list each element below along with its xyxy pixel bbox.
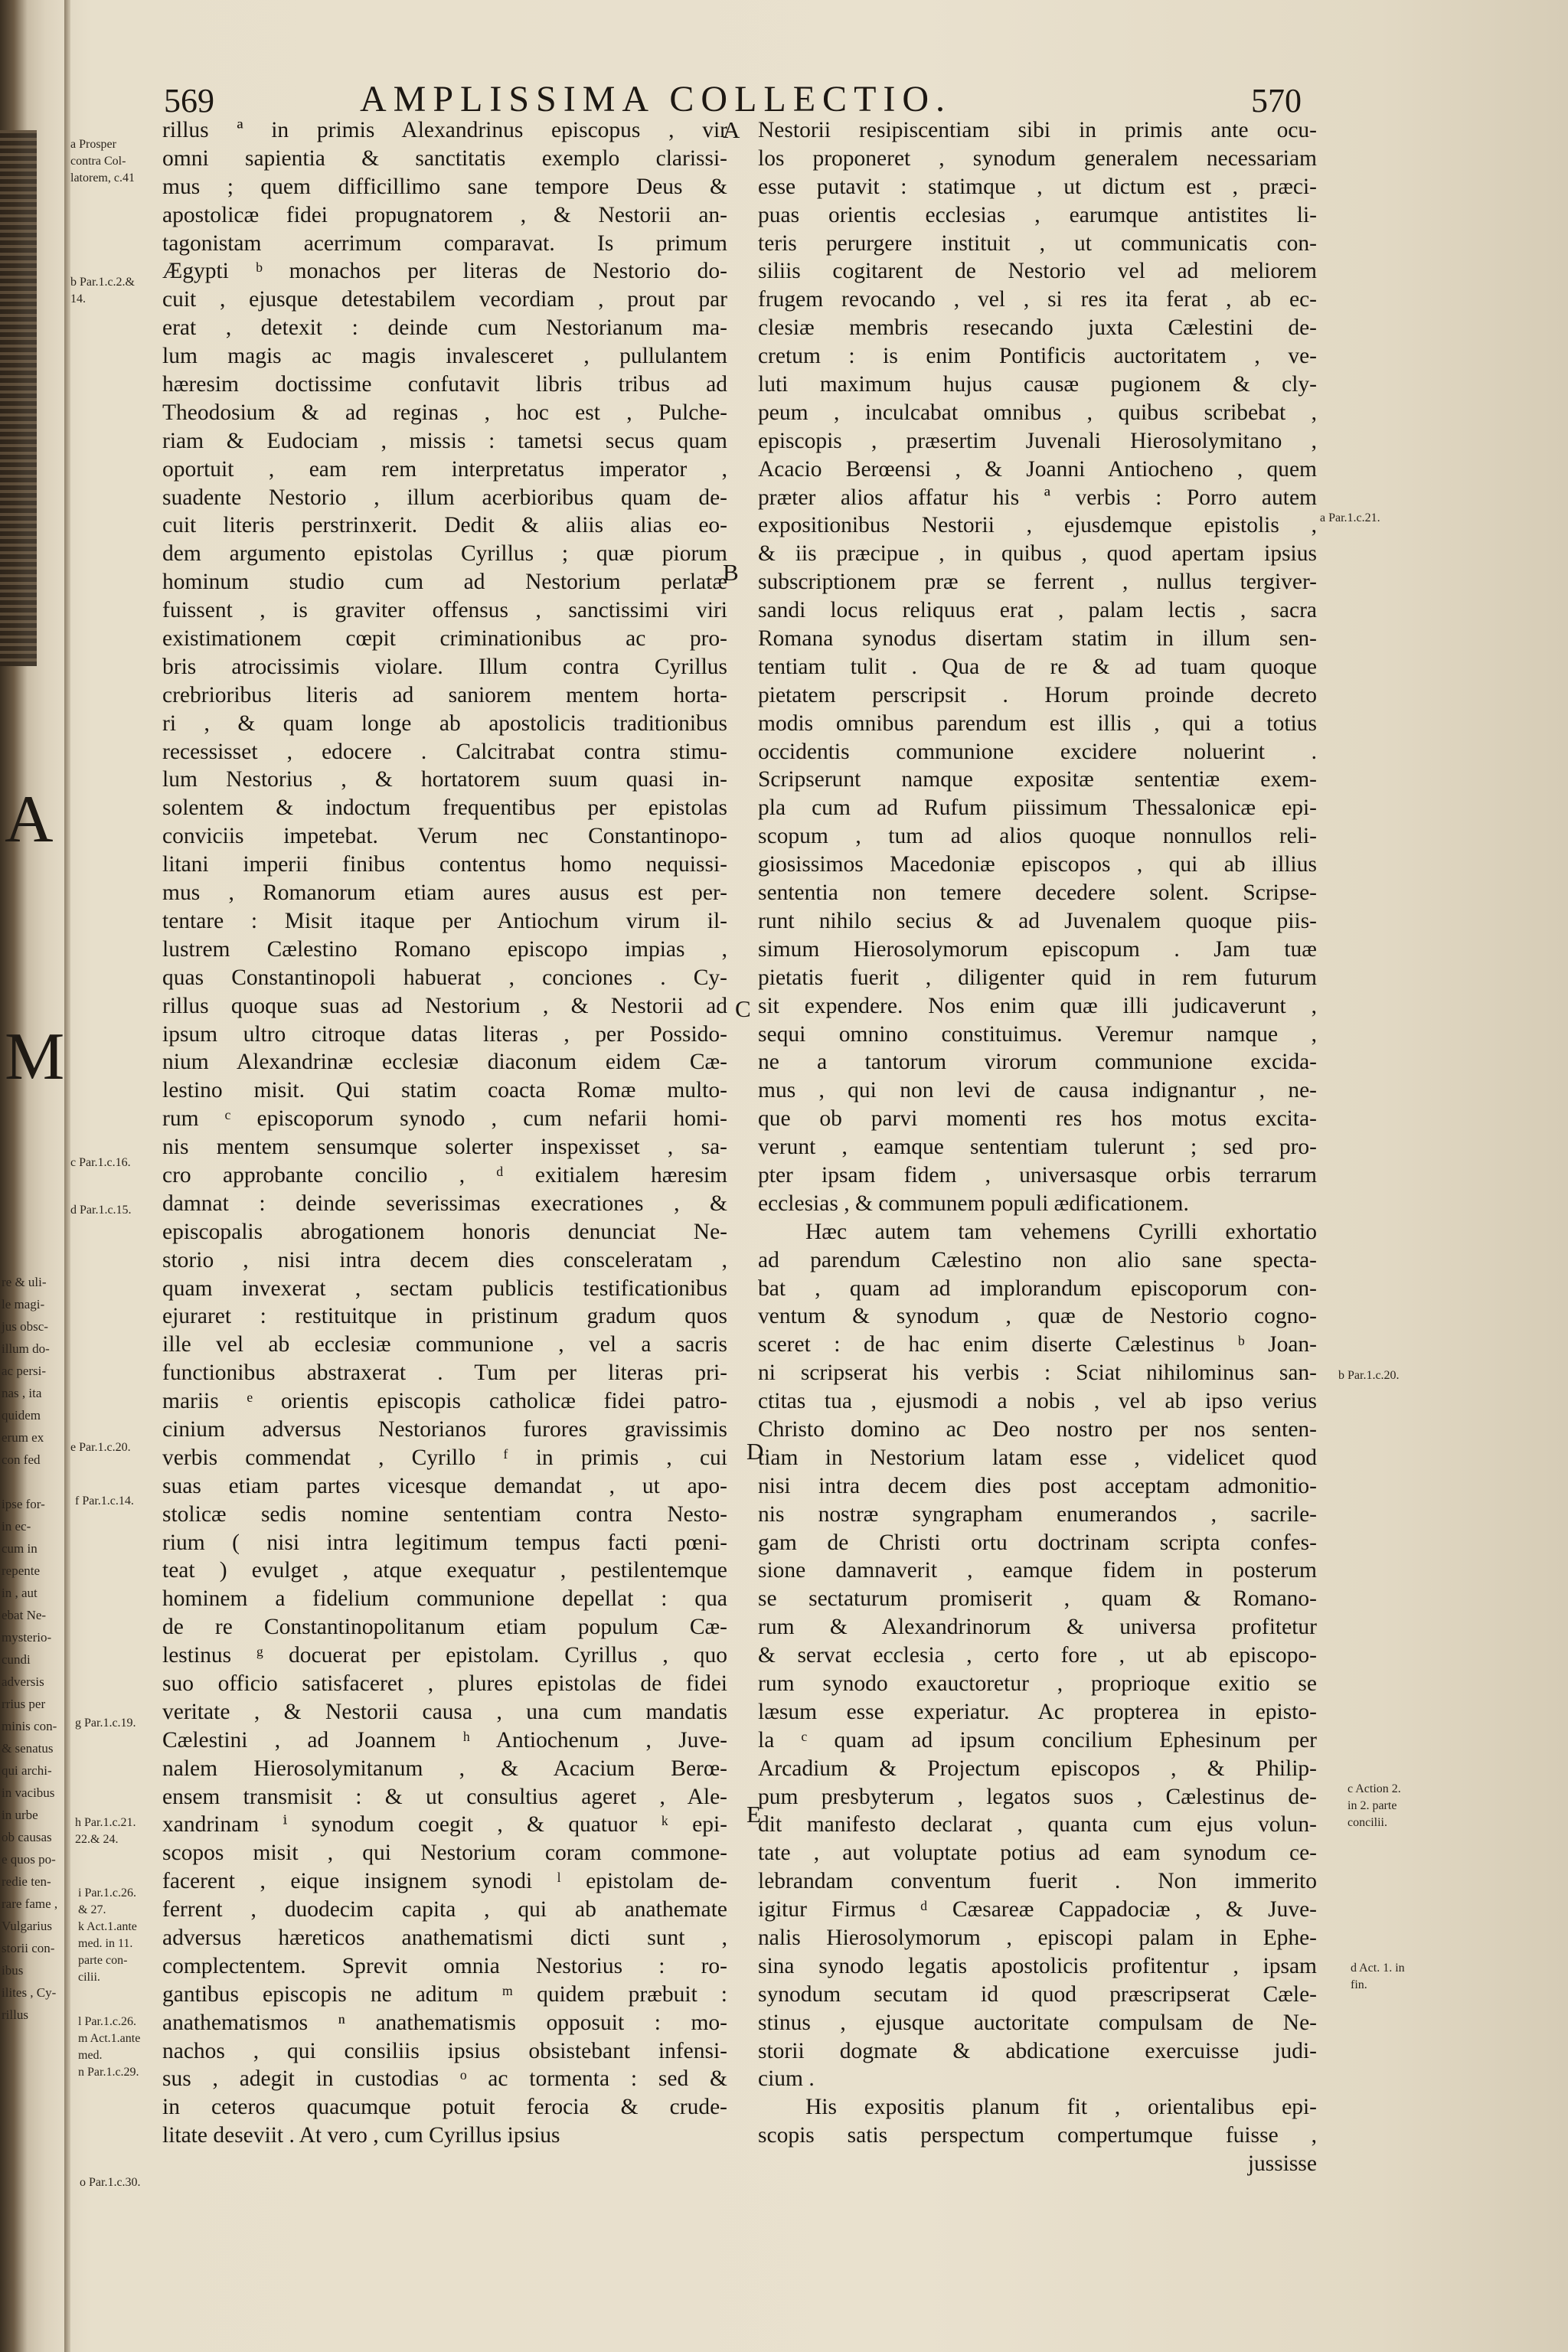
right-column bbox=[758, 116, 1317, 2178]
text-line: litate deseviit . At vero , cum Cyrillus ipsius bbox=[162, 2123, 560, 2148]
text-line: lestino misit. Qui statim coacta Romæ multo- bbox=[162, 1078, 727, 1103]
text-line: omni sapientia & sanctitatis exemplo clarissi- bbox=[162, 145, 727, 171]
text-line: in ceteros quacumque potuit ferocia & crude- bbox=[162, 2095, 727, 2120]
text-line: tagonistam acerrimum comparavat. Is primum bbox=[162, 230, 727, 256]
text-line: ne a tantorum virorum communione excida- bbox=[758, 1050, 1317, 1075]
strip-letter-a: A bbox=[5, 782, 54, 857]
text-line: nis nostræ syngrapham enumerandos , sacrile- bbox=[758, 1501, 1317, 1527]
text-line: pum presbyterum , legatos suos , Cælestinus de- bbox=[758, 1784, 1317, 1809]
text-line: stinus , ejusque auctoritate compulsam de Ne- bbox=[758, 2010, 1317, 2035]
text-line: sandi locus reliquus erat , palam lectis , sacra bbox=[758, 598, 1317, 623]
text-line: los proponeret , synodum generalem necessariam bbox=[758, 145, 1317, 171]
section-letter-b: B bbox=[723, 559, 739, 586]
text-line: nisi intra decem dies post acceptam admonitio- bbox=[758, 1473, 1317, 1498]
text-line: recessisset , edocere . Calcitrabat contra stimu- bbox=[162, 739, 727, 764]
text-line: suas etiam partes vicesque demandat , ut apo- bbox=[162, 1473, 727, 1498]
text-line: xandrinam ⁱ synodum coegit , & quatuor ᵏ epi- bbox=[162, 1812, 727, 1838]
text-line: gantibus episcopis ne aditum ᵐ quidem præbuit : bbox=[162, 1981, 727, 2007]
text-line: ri , & quam longe ab apostolicis traditionibus bbox=[162, 710, 727, 736]
text-line: mariis ᵉ orientis episcopis catholicæ fidei patro- bbox=[162, 1389, 727, 1414]
text-line: riam & Eudociam , missis : tametsi secus quam bbox=[162, 428, 727, 453]
text-line: teat ) evulget , atque exequatur , pestilentemque bbox=[162, 1558, 727, 1583]
text-line: nachos , qui consiliis ipsius obsistebant infensi- bbox=[162, 2038, 727, 2063]
text-line: quas Constantinopoli habuerat , conciones . Cy- bbox=[162, 965, 727, 990]
margin-note: a Par.1.c.21. bbox=[1320, 511, 1380, 524]
text-line: la ᶜ quam ad ipsum concilium Ephesinum per bbox=[758, 1727, 1317, 1753]
text-line: His expositis planum fit , orientalibus epi- bbox=[805, 2095, 1317, 2120]
text-line: jussisse bbox=[1247, 2151, 1317, 2177]
text-line: lum magis ac magis invalesceret , pullulantem bbox=[162, 344, 727, 369]
text-line: tiam in Nestorium latam esse , videlicet quod bbox=[758, 1445, 1317, 1470]
text-line: synodum secutam id quod præscripserat Cæle- bbox=[758, 1981, 1317, 2007]
page-number-left: 569 bbox=[164, 82, 214, 119]
text-line: runt nihilo secius & ad Juvenalem quoque piis- bbox=[758, 908, 1317, 933]
strip-text: re & uli- le magi- jus obsc- illum do- ac persi- nas , ita quidem erum ex con fed ipse for- in ec- cum in repente in , aut ebat Ne- mysterio- cundi adversis rrius per minis con- & senatus qui archi- in vacibus in urbe ob causas e quos po- redie ten- rare fame , Vulgarius storii con- ibus ilites , Cy- rillus bbox=[2, 1275, 58, 2022]
text-line: rum ᶜ episcoporum synodo , cum nefarii homi- bbox=[162, 1106, 727, 1132]
text-line: mus , qui non levi de causa indignantur , ne- bbox=[758, 1078, 1317, 1103]
text-line: facerent , eique insignem synodi ˡ epistolam de- bbox=[162, 1869, 727, 1894]
text-line: mus , Romanorum etiam aures ausus est per- bbox=[162, 880, 727, 906]
text-line: anathematismos ⁿ anathematismis opposuit : mo- bbox=[162, 2010, 727, 2035]
text-line: igitur Firmus ᵈ Cæsareæ Cappadociæ , & Juve- bbox=[758, 1897, 1317, 1922]
text-line: bat , quam ad implorandum episcoporum con- bbox=[758, 1276, 1317, 1301]
margin-note: h Par.1.c.21. 22.& 24. bbox=[75, 1816, 136, 1846]
page-gutter bbox=[64, 0, 70, 2352]
text-line: nis mentem sensumque solerter inspexisset , sa- bbox=[162, 1135, 727, 1160]
text-line: ipsum ultro citroque datas literas , per Possido- bbox=[162, 1021, 727, 1047]
text-line: pietatis fuerit , diligenter quid in rem futurum bbox=[758, 965, 1317, 990]
text-line: complectentem. Sprevit omnia Nestorius : ro- bbox=[162, 1953, 727, 1978]
text-line: de re Constantinopolitanum etiam populum Cæ- bbox=[162, 1615, 727, 1640]
text-line: hæresim doctissime confutavit libris tribus ad bbox=[162, 372, 727, 397]
strip-letter-m: M bbox=[5, 1020, 64, 1094]
margin-note: g Par.1.c.19. bbox=[75, 1717, 136, 1730]
text-line: episcopalis abrogationem honoris denunciat Ne- bbox=[162, 1219, 727, 1244]
text-line: Acacio Berœensi , & Joanni Antiocheno , quem bbox=[758, 456, 1317, 482]
text-line: præter alios affatur his ª verbis : Porro autem bbox=[758, 485, 1317, 510]
margin-note: l Par.1.c.26. m Act.1.ante med. n Par.1.c.29. bbox=[78, 2015, 141, 2079]
text-line: sententia non temere decedere solent. Scripse- bbox=[758, 880, 1317, 906]
margin-note: i Par.1.c.26. & 27. k Act.1.ante med. in 11. parte con- cilii. bbox=[78, 1886, 137, 1984]
text-line: pter ipsam fidem , universasque orbis terrarum bbox=[758, 1162, 1317, 1187]
text-line: cium . bbox=[758, 2066, 815, 2092]
text-line: tate , aut voluptate potius ad eam synodum ce- bbox=[758, 1841, 1317, 1866]
text-line: Scripserunt namque expositæ sententiæ exem- bbox=[758, 767, 1317, 792]
text-line: tentare : Misit itaque per Antiochum virum il- bbox=[162, 908, 727, 933]
text-line: cuit literis perstrinxerit. Dedit & aliis alias eo- bbox=[162, 513, 727, 538]
text-line: quam invexerat , sectam publicis testificationibus bbox=[162, 1276, 727, 1301]
text-line: scopis satis perspectum compertumque fuisse , bbox=[758, 2123, 1317, 2148]
text-line: pla cum ad Rufum piissimum Thessalonicæ epi- bbox=[758, 795, 1317, 821]
margin-note: b Par.1.c.2.& 14. bbox=[70, 276, 135, 305]
text-line: stolicæ sedis nomine sententiam contra Nesto- bbox=[162, 1501, 727, 1527]
text-line: episcopis , præsertim Juvenali Hierosolymitano , bbox=[758, 428, 1317, 453]
text-line: damnat : deinde severissimas execrationes , & bbox=[162, 1191, 727, 1216]
text-line: hominum studio cum ad Nestorium perlatæ bbox=[162, 570, 727, 595]
text-line: lestinus ᵍ docuerat per epistolam. Cyrillus , quo bbox=[162, 1643, 727, 1668]
text-line: verbis commendat , Cyrillo ᶠ in primis , cui bbox=[162, 1445, 727, 1470]
margin-note: d Act. 1. in fin. bbox=[1351, 1962, 1405, 1991]
text-line: Romana synodus disertam statim in illum sen- bbox=[758, 626, 1317, 652]
margin-note: c Action 2. in 2. parte concilii. bbox=[1348, 1782, 1401, 1829]
text-line: ctitas tua , ejusmodi a nobis , vel ab ipso verius bbox=[758, 1389, 1317, 1414]
text-line: lustrem Cælestino Romano episcopo impias , bbox=[162, 936, 727, 962]
text-line: lum Nestorius , & hortatorem suum quasi in- bbox=[162, 767, 727, 792]
section-letter-a: A bbox=[723, 116, 740, 143]
text-line: peum , inculcabat omnibus , quibus scribebat , bbox=[758, 400, 1317, 425]
text-line: dem argumento epistolas Cyrillus ; quæ piorum bbox=[162, 541, 727, 567]
previous-page-edge bbox=[0, 0, 64, 2352]
margin-note: a Prosper contra Col- latorem, c.41 bbox=[70, 138, 135, 185]
text-line: ventum & synodum , quæ de Nestorio cogno- bbox=[758, 1304, 1317, 1329]
text-line: siliis cogitarent de Nestorio vel ad meliorem bbox=[758, 259, 1317, 284]
text-line: solentem & indoctum frequentibus per epistolas bbox=[162, 795, 727, 821]
margin-note: o Par.1.c.30. bbox=[80, 2176, 141, 2189]
text-line: fuissent , is graviter offensus , sanctissimi viri bbox=[162, 598, 727, 623]
text-line: sus , adegit in custodias ᵒ ac tormenta : sed & bbox=[162, 2066, 727, 2092]
text-line: nium Alexandrinæ ecclesiæ diaconum eidem Cæ- bbox=[162, 1050, 727, 1075]
text-line: storio , nisi intra decem dies consceleratam , bbox=[162, 1247, 727, 1272]
text-line: crebrioribus literis ad saniorem mentem horta- bbox=[162, 682, 727, 707]
text-line: bris atrocissimis violare. Illum contra Cyrillus bbox=[162, 654, 727, 679]
text-line: gam de Christi ortu doctrinam scripta confes- bbox=[758, 1530, 1317, 1555]
text-line: Christo domino ac Deo nostro per nos senten- bbox=[758, 1416, 1317, 1442]
text-line: ensem transmisit : & ut consultius ageret , Ale- bbox=[162, 1784, 727, 1809]
margin-note: e Par.1.c.20. bbox=[70, 1441, 131, 1454]
margin-note: b Par.1.c.20. bbox=[1338, 1369, 1400, 1382]
text-line: Theodosium & ad reginas , hoc est , Pulche- bbox=[162, 400, 727, 425]
text-line: ejuraret : restituitque in pristinum gradum quos bbox=[162, 1304, 727, 1329]
text-line: rillus quoque suas ad Nestorium , & Nestorii ad bbox=[162, 993, 727, 1018]
text-line: scopos misit , qui Nestorium coram commone- bbox=[162, 1841, 727, 1866]
text-line: cinium adversus Nestorianos furores gravissimis bbox=[162, 1416, 727, 1442]
text-line: Arcadium & Projectum episcopos , & Philip- bbox=[758, 1756, 1317, 1781]
page-number-right: 570 bbox=[1251, 82, 1302, 119]
text-line: hominem a fidelium communione depellat : qua bbox=[162, 1586, 727, 1612]
text-line: Cælestini , ad Joannem ʰ Antiochenum , Juve- bbox=[162, 1727, 727, 1753]
text-line: storii dogmate & abdicatione exercuisse judi- bbox=[758, 2038, 1317, 2063]
text-line: cro approbante concilio , ᵈ exitialem hæresim bbox=[162, 1162, 727, 1187]
text-line: clesiæ membris resecando juxta Cælestini de- bbox=[758, 315, 1317, 341]
text-line: ad parendum Cælestino non alio sane specta- bbox=[758, 1247, 1317, 1272]
text-line: & iis præcipue , in quibus , quod apertam ipsius bbox=[758, 541, 1317, 567]
text-line: puas orientis ecclesias , earumque antistites li- bbox=[758, 202, 1317, 227]
text-line: esse putavit : statimque , ut dictum est , præci- bbox=[758, 174, 1317, 199]
text-line: sit expendere. Nos enim quæ illi judicaverunt , bbox=[758, 993, 1317, 1018]
text-line: frugem revocando , vel , si res ita ferat , ab ec- bbox=[758, 287, 1317, 312]
margin-note: f Par.1.c.14. bbox=[75, 1494, 134, 1508]
running-title: AMPLISSIMA COLLECTIO. bbox=[360, 79, 952, 119]
text-line: rum synodo exauctoretur , proprioque exitio se bbox=[758, 1671, 1317, 1696]
text-line: verunt , eamque sententiam tulerunt ; sed pro- bbox=[758, 1135, 1317, 1160]
text-line: Ægypti ᵇ monachos per literas de Nestorio do- bbox=[162, 259, 727, 284]
text-line: expositionibus Nestorii , ejusdemque epistolis , bbox=[758, 513, 1317, 538]
text-line: lebrandam conventum fuerit . Non immerito bbox=[758, 1869, 1317, 1894]
text-line: sequi omnino constituimus. Veremur namque , bbox=[758, 1021, 1317, 1047]
text-line: subscriptionem præ se ferrent , nullus tergiver- bbox=[758, 570, 1317, 595]
text-line: nalis Hierosolymorum , episcopi palam in Ephe- bbox=[758, 1926, 1317, 1950]
text-line: dit manifesto declarat , quanta cum ejus volun- bbox=[758, 1812, 1317, 1838]
text-line: rium ( nisi intra legitimum tempus facti pœni- bbox=[162, 1530, 727, 1555]
text-line: scopum , tum ad alios quoque nonnullos reli- bbox=[758, 824, 1317, 849]
text-line: teris perurgere instituit , ut communicatis con- bbox=[758, 230, 1317, 256]
text-line: oportuit , eam rem interpretatus imperator , bbox=[162, 456, 727, 482]
text-line: suo officio satisfaceret , plures epistolas de fidei bbox=[162, 1671, 727, 1696]
margin-note: d Par.1.c.15. bbox=[70, 1204, 132, 1217]
text-line: modis omnibus parendum est illis , qui a totius bbox=[758, 710, 1317, 736]
text-line: giosissimos Macedoniæ episcopos , qui ab illius bbox=[758, 852, 1317, 877]
text-line: litani imperii finibus contentus homo nequissi- bbox=[162, 852, 727, 877]
text-line: pietatem perscripsit . Horum proinde decreto bbox=[758, 682, 1317, 707]
text-line: Nestorii resipiscentiam sibi in primis ante ocu- bbox=[758, 118, 1317, 142]
text-line: sione damnaverit , eamque fidem in posterum bbox=[758, 1558, 1317, 1583]
text-line: luti maximum hujus causæ pugionem & cly- bbox=[758, 372, 1317, 397]
left-column bbox=[162, 116, 727, 2150]
text-line: que ob parvi momenti res hos motus excita- bbox=[758, 1106, 1317, 1132]
text-line: functionibus abstraxerat . Tum per literas pri- bbox=[162, 1361, 727, 1386]
text-line: sceret : de hac enim diserte Cælestinus ᵇ Joan- bbox=[758, 1332, 1317, 1357]
text-line: conviciis impetebat. Verum nec Constantinopo- bbox=[162, 824, 727, 849]
text-line: & servat ecclesia , certo fore , ut ab episcopo- bbox=[758, 1643, 1317, 1668]
section-letter-c: C bbox=[735, 995, 751, 1022]
text-line: existimationem cœpit criminationibus ac pro- bbox=[162, 626, 727, 652]
text-line: læsum esse experiatur. Ac propterea in episto- bbox=[758, 1699, 1317, 1724]
text-line: apostolicæ fidei propugnatorem , & Nestorii an- bbox=[162, 202, 727, 227]
text-line: ecclesias , & communem populi ædificationem. bbox=[758, 1191, 1189, 1216]
text-line: occidentis communione excidere noluerint . bbox=[758, 739, 1317, 764]
text-line: sina synodo legatis apostolicis profitentur , ipsam bbox=[758, 1953, 1317, 1978]
text-line: nalem Hierosolymitanum , & Acacium Berœ- bbox=[162, 1756, 727, 1781]
text-line: rillus ª in primis Alexandrinus episcopus , vir bbox=[162, 118, 727, 142]
text-line: rum & Alexandrinorum & universa profitetur bbox=[758, 1615, 1317, 1640]
margin-note: c Par.1.c.16. bbox=[70, 1156, 131, 1169]
text-line: adversus hæreticos anathematismi dicti sunt , bbox=[162, 1926, 727, 1950]
text-line: ni scripserat his verbis : Sciat nihilominus san- bbox=[758, 1361, 1317, 1386]
text-line: cretum : is enim Pontificis auctoritatem , ve- bbox=[758, 344, 1317, 369]
engraving-fragment bbox=[0, 130, 37, 666]
text-line: Hæc autem tam vehemens Cyrilli exhortatio bbox=[805, 1219, 1317, 1244]
text-line: simum Hierosolymorum episcopum . Jam tuæ bbox=[758, 936, 1317, 962]
text-line: tentiam tulit . Qua de re & ad tuam quoque bbox=[758, 654, 1317, 679]
text-line: ille vel ab ecclesiæ communione , vel a sacris bbox=[162, 1332, 727, 1357]
text-line: ferrent , duodecim capita , qui ab anathemate bbox=[162, 1897, 727, 1922]
text-line: suadente Nestorio , illum acerbioribus quam de- bbox=[162, 485, 727, 510]
text-line: cuit , ejusque detestabilem vecordiam , prout par bbox=[162, 287, 727, 312]
text-line: erat , detexit : deinde cum Nestorianum ma- bbox=[162, 315, 727, 341]
text-line: mus ; quem difficillimo sane tempore Deus & bbox=[162, 174, 727, 199]
section-letter-e: E bbox=[746, 1801, 761, 1828]
section-letter-d: D bbox=[746, 1438, 764, 1465]
text-line: se sectaturum promiserit , quam & Romano- bbox=[758, 1586, 1317, 1612]
text-line: veritate , & Nestorii causa , una cum mandatis bbox=[162, 1699, 727, 1724]
